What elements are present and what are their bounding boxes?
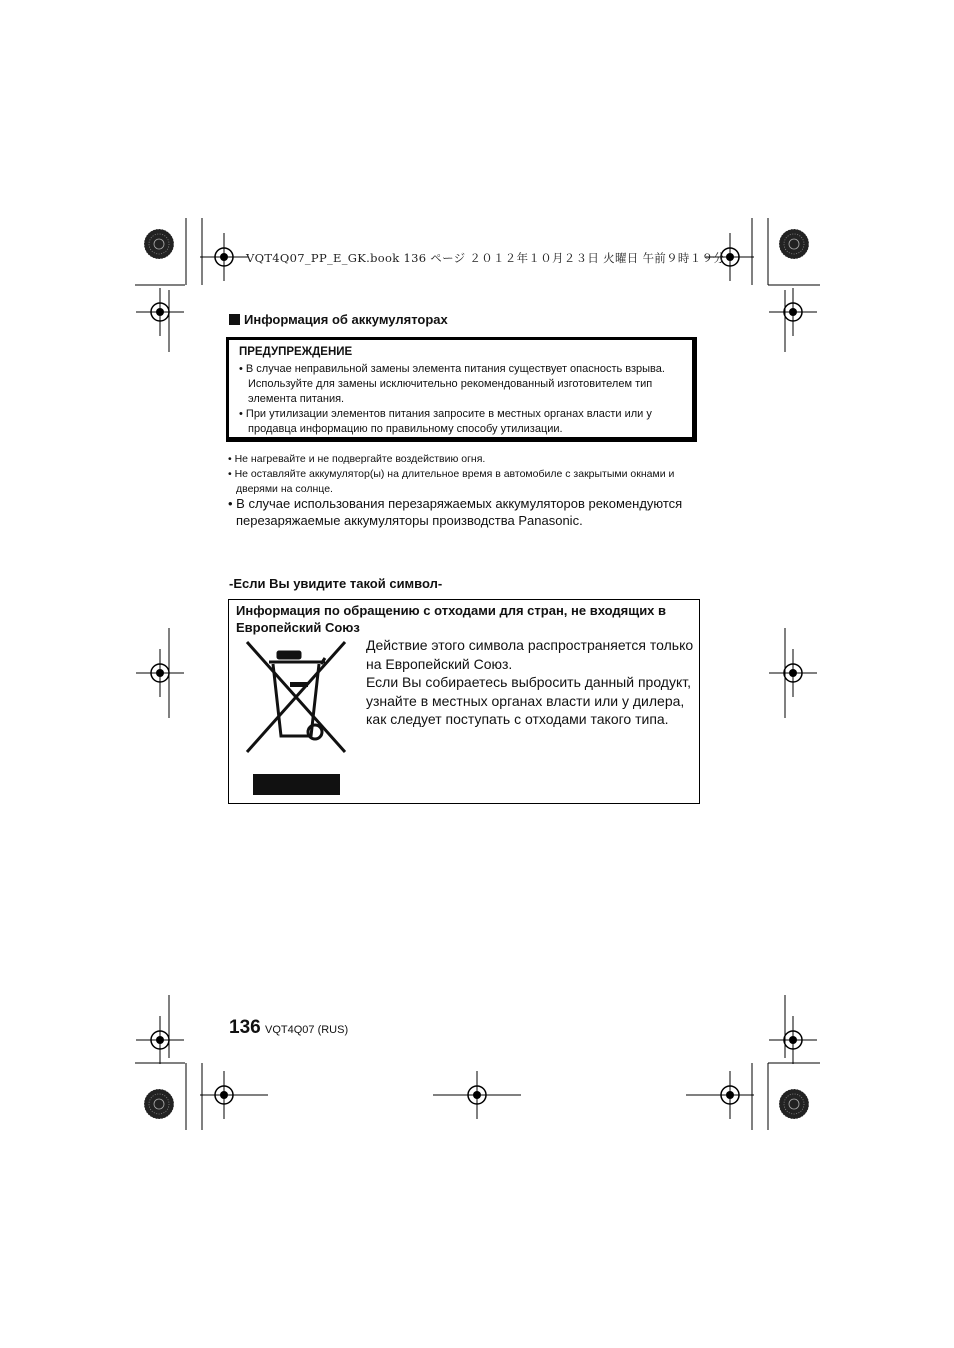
page-number: 136 <box>229 1017 261 1038</box>
warning-item: • В случае неправильной замены элемента питания существует опасность взрыва. Используйте для замены исключительно рекомендованный изготовителем тип элемента питания. <box>239 363 665 405</box>
registration-mark-icon <box>136 649 184 697</box>
section-title-text: Информация об аккумуляторах <box>244 312 448 327</box>
registration-mark-icon <box>200 233 248 281</box>
bullet-item: • Не оставляйте аккумулятор(ы) на длительное время в автомобиле с закрытыми окнами и дверями на солнце. <box>228 468 675 495</box>
square-bullet-icon <box>229 314 240 325</box>
color-target-icon <box>779 1089 809 1119</box>
color-target-icon <box>144 1089 174 1119</box>
warning-item: • При утилизации элементов питания запросите в местных органах власти или у продавца информацию по правильному способу утилизации. <box>239 408 652 435</box>
warning-title: ПРЕДУПРЕЖДЕНИЕ <box>239 346 353 358</box>
bullet-item: • В случае использования перезаряжаемых аккумуляторов рекомендуются перезаряжаемые аккумуляторы производства Panasonic. <box>228 496 683 528</box>
file-header: VQT4Q07_PP_E_GK.book 136 ページ ２０１２年１０月２３日 火曜日 午前９時１９分 <box>246 251 726 265</box>
bullet-item: • Не нагревайте и не подвергайте воздействию огня. <box>228 453 486 465</box>
registration-mark-icon <box>769 1016 817 1064</box>
weee-text <box>366 636 700 729</box>
registration-mark-icon <box>136 288 184 336</box>
weee-info-box <box>228 599 700 804</box>
weee-text-1: Действие этого символа распространяется только на Европейский Союз. <box>366 637 694 672</box>
registration-mark-icon <box>769 649 817 697</box>
registration-mark-icon <box>136 1016 184 1064</box>
crossed-out-wheelie-bin-icon <box>245 640 347 755</box>
registration-mark-icon <box>769 288 817 336</box>
color-target-icon <box>144 229 174 259</box>
weee-text-2: Если Вы собираетесь выбросить данный продукт, узнайте в местных органах власти или у дилера, как следует поступать с отходами такого типа. <box>366 674 691 728</box>
black-bar <box>253 774 340 795</box>
section-title <box>229 312 448 327</box>
page-code: VQT4Q07 (RUS) <box>265 1024 349 1036</box>
symbol-heading: -Если Вы увидите такой символ- <box>229 576 443 591</box>
warning-box <box>226 337 697 442</box>
weee-title: Информация по обращению с отходами для стран, не входящих в Европейский Союз <box>236 603 667 635</box>
color-target-icon <box>779 229 809 259</box>
